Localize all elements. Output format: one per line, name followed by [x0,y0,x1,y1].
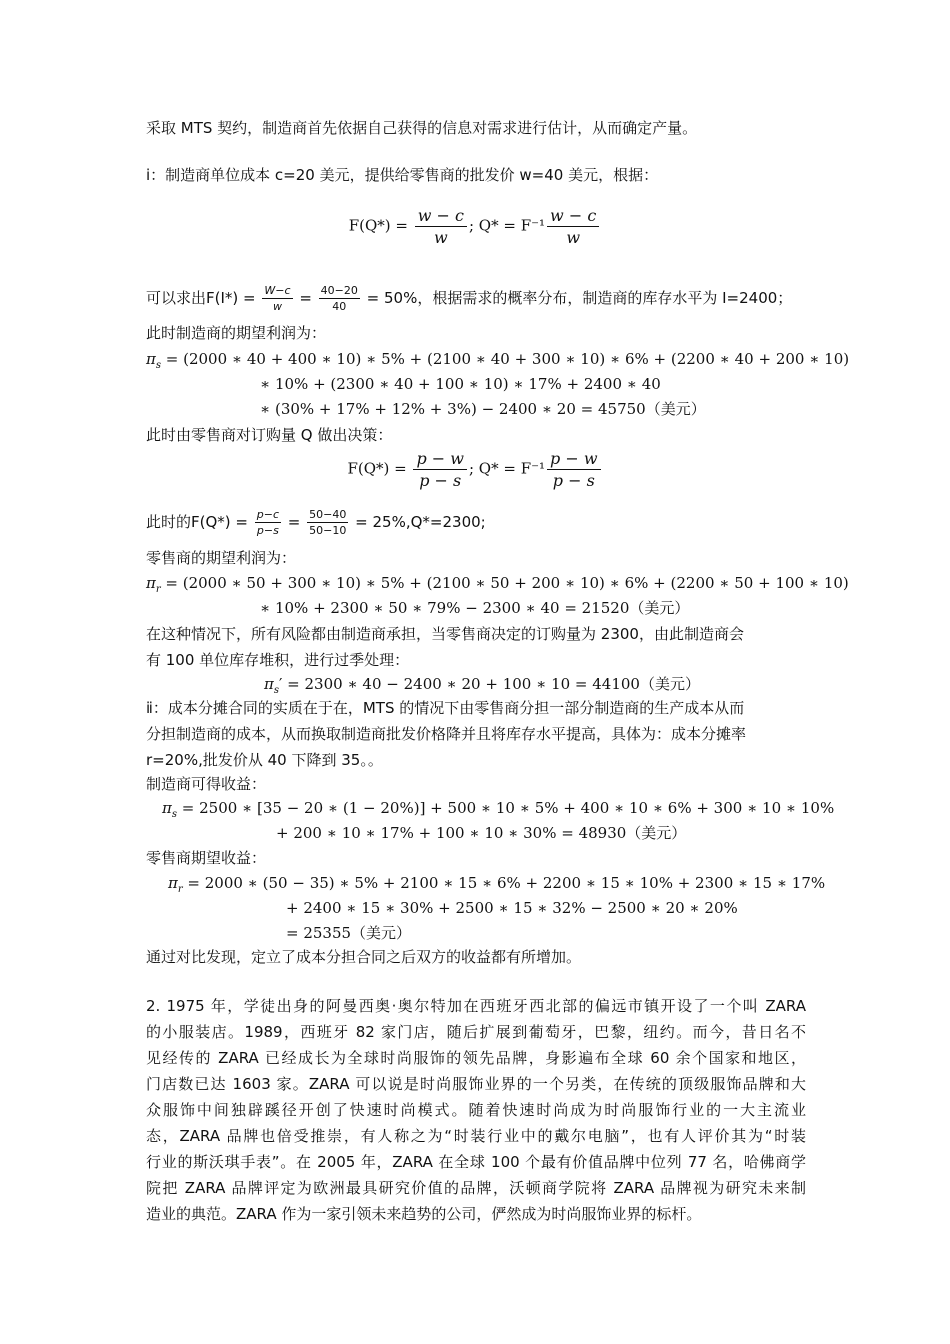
text-line: 通过对比发现，定立了成本分担合同之后双方的收益都有所增加。 [146,948,582,966]
paragraph-line: 态，ZARA 品牌也倍受推崇，有人称之为“时装行业中的戴尔电脑”，也有人评价其为“时装 [146,1127,806,1145]
paragraph-line: 门店数已达 1603 家。ZARA 可以说是时尚服饰业界的一个另类，在传统的顶级服饰品牌和大 [146,1075,806,1093]
text-line-with-fraction: 可以求出F(I*) = $\frac{W-c}{w}$ = $\frac{40-20}{40}$ = 50%，根据需求的概率分布，制造商的库存水平为 I=2400； [146,284,793,313]
paragraph-line: 院把 ZARA 品牌评定为欧洲最具研究价值的品牌，沃顿商学院将 ZARA 品牌视为研究未来制 [146,1179,806,1197]
text-line: 制造商可得收益： [146,775,267,793]
text-line: ⅱ：成本分摊合同的实质在于在，MTS 的情况下由零售商分担一部分制造商的生产成本从而 [146,699,745,717]
equation-line: ∗ (30% + 17% + 12% + 3%) − 2400 ∗ 20 = 45750（美元） [260,400,706,418]
text-line: 采取 MTS 契约，制造商首先依据自己获得的信息对需求进行估计，从而确定产量。 [146,119,698,137]
equation-line: + 2400 ∗ 15 ∗ 30% + 2500 ∗ 15 ∗ 32% − 2500 ∗ 20 ∗ 20% [286,899,738,917]
equation-line: $\pi_r = (2000$ ∗ 50 + 300 ∗ 10) ∗ 5% + (2100 ∗ 50 + 200 ∗ 10) ∗ 6% + (2200 ∗ 50 + 100 ∗ 10) [146,574,849,595]
equation-manufacturer-order: F(Q*) = $\frac{w - c}{w}$ ; Q* = F⁻¹ $\frac{w - c}{w}$ [0,206,950,247]
text-line: ⅰ：制造商单位成本 c=20 美元，提供给零售商的批发价 w=40 美元，根据： [146,166,659,184]
text-line: 分担制造商的成本，从而换取制造商批发价格降并且将库存水平提高，具体为：成本分摊率 [146,725,747,743]
equation-line: $\pi_s = 2500$ ∗ [35 − 20 ∗ (1 − 20%)] + 500 ∗ 10 ∗ 5% + 400 ∗ 10 ∗ 6% + 300 ∗ 10 ∗ 10% [162,799,835,820]
zara-paragraph [146,993,806,1227]
equation-line: ∗ 10% + (2300 ∗ 40 + 100 ∗ 10) ∗ 17% + 2400 ∗ 40 [260,375,661,393]
equation-retailer-order: F(Q*) = $\frac{p - w}{p - s}$ ; Q* = F⁻¹ $\frac{p - w}{p - s}$ [0,449,950,490]
equation-line: $\pi_r = 2000$ ∗ (50 − 35) ∗ 5% + 2100 ∗ 15 ∗ 6% + 2200 ∗ 15 ∗ 10% + 2300 ∗ 15 ∗ 17% [168,874,826,895]
paragraph-line: 的小服装店。1989，西班牙 82 家门店，随后扩展到葡萄牙，巴黎，纽约。而今，昔日名不 [146,1023,806,1041]
text-line: 在这种情况下，所有风险都由制造商承担，当零售商决定的订购量为 2300，由此制造商会 [146,625,744,643]
text-line: 零售商期望收益： [146,849,267,867]
paragraph-line: 造业的典范。ZARA 作为一家引领未来趋势的公司，俨然成为时尚服饰业界的标杆。 [146,1205,702,1223]
text-line: r=20%,批发价从 40 下降到 35。。 [146,751,383,769]
paragraph-line: 2. 1975 年，学徒出身的阿曼西奥·奥尔特加在西班牙西北部的偏远市镇开设了一个叫 ZARA [146,997,806,1015]
text-line: 零售商的期望利润为： [146,549,297,567]
text-line: 有 100 单位库存堆积，进行过季处理： [146,651,410,669]
equation-line: ∗ 10% + 2300 ∗ 50 ∗ 79% − 2300 ∗ 40 = 21520（美元） [260,599,690,617]
paragraph-line: 众服饰中间独辟蹊径开创了快速时尚模式。随着快速时尚成为时尚服饰行业的一大主流业 [146,1101,806,1119]
equation-line: + 200 ∗ 10 ∗ 17% + 100 ∗ 10 ∗ 30% = 48930（美元） [276,824,687,842]
equation-line: $\pi_s = (2000$ ∗ 40 + 400 ∗ 10) ∗ 5% + (2100 ∗ 40 + 300 ∗ 10) ∗ 6% + (2200 ∗ 40 + 200 ∗ 10) [146,350,850,371]
paragraph-line: 见经传的 ZARA 已经成长为全球时尚服饰的领先品牌，身影遍布全球 60 余个国家和地区， [146,1049,806,1067]
equation-line: = 25355（美元） [286,924,412,942]
text-line: 此时由零售商对订购量 Q 做出决策： [146,426,393,444]
equation-line: $\pi_s' = 2300$ ∗ 40 − 2400 ∗ 20 + 100 ∗ 10 = 44100（美元） [264,675,700,696]
text-line: 此时制造商的期望利润为： [146,324,327,342]
text-line-with-fraction: 此时的F(Q*) = $\frac{p-c}{p-s}$ = $\frac{50-40}{50-10}$ = 25%,Q*=2300; [146,508,486,537]
paragraph-line: 行业的斯沃琪手表”。在 2005 年，ZARA 在全球 100 个最有价值品牌中位列 77 名，哈佛商学 [146,1153,806,1171]
